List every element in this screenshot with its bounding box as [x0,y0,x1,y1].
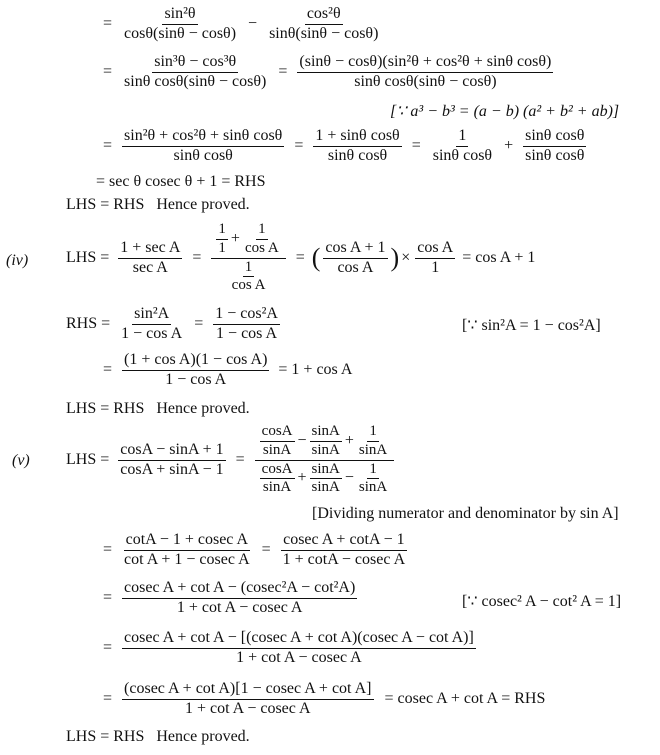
fraction: $\frac{\text{1 + sinθ cosθ}}{\text{sinθ cosθ}}$ [315,127,400,164]
equals-sign: = [295,248,305,266]
equals-sign: = [411,136,421,154]
p3-conclusion: LHS = RHS Hence proved. [66,196,250,213]
compound-fraction: $\frac{1}{1}$ + $\frac{1}{\text{cos A}}$ $\frac{1}{\text{cos A}}$ [211,222,285,294]
equals-sign: = [103,62,113,80]
fraction: $\frac{\cos A - \sin A + 1}{\cos A + \sin A - 1}$ [120,440,224,478]
equals-sign: = [103,689,113,707]
equals-sign: = [103,638,113,656]
fraction: $\frac{\text{sin²A}}{\text{1 − cos A}}$ [121,305,183,342]
fraction: $\frac{\text{cotA − 1 + cosec A}}{\text{cot A + 1 − cosec A}}$ [124,531,250,568]
p5-reason-identity: [∵ cosec² A − cot² A = 1] [462,593,622,610]
equals-sign: = [103,14,113,32]
equals-sign: = [235,450,245,468]
p4-line-3: = $\frac{\text{(1 + cos A)(1 − cos A)}}{\text{1 − cos A}}$ = 1 + cos A [103,351,353,388]
equals-sign: = [278,62,288,80]
p5-line-3 [96,532,410,569]
left-paren: ( [311,243,321,272]
p5-line-1: LHS = $\frac{\cos A - \sin A + 1}{\cos A + \sin A - 1}$ = $\frac{\cos A}{\sin A}$ − $\frac{\sin A}{\sin A}$ + $\frac{1}{\sin A}$ $\frac{\cos A}{\sin A}$ + $\frac{\sin A}{\sin A}$ − $\frac{1}{\sin A}$ [66,424,397,496]
fraction: $\frac{\text{cos A + 1}}{\text{cos A}}$ [325,238,386,276]
p4-line-1: LHS = $\frac{\text{1 + sec A}}{\text{sec A}}$ = $\frac{1}{1}$ + $\frac{1}{\text{cos A}}$ $\frac{1}{\text{cos A}}$ = ( $\frac{\text{cos A + 1}}{\text{cos A}}$ ) × $\frac{\text{cos A}}{1}$ = cos A + 1 [66,221,536,294]
p3-line-1 [96,6,383,43]
equals-sign: = [294,136,304,154]
plus-sign: + [504,136,514,154]
p5-line-6: = $\frac{\text{(cosec A + cot A)[1 − cosec A + cot A]}}{\text{1 + cot A − cosec A}}$ = cosec A + cot A = RHS [103,680,546,717]
equals-sign: = [194,314,204,332]
equals-sign: = [261,540,271,558]
equals-sign: = [103,136,113,154]
fraction: $\frac{1}{\text{sinθ cosθ}}$ [432,127,493,164]
p3-line-5: = sec θ cosec θ + 1 = RHS [96,173,266,190]
p3-reason-identity: [∵ a³ − b³ = (a − b) (a² + b² + ab)] [390,103,620,120]
p5-conclusion: LHS = RHS Hence proved. [66,728,250,745]
fraction: $\frac{\text{sin²θ + cos²θ + sinθ cosθ}}{\text{sinθ cosθ}}$ [124,127,283,164]
fraction: $\frac{\text{sin²θ}}{\cos\theta(\sin\theta - \cos\theta)}$ [124,5,237,42]
fraction: $\frac{\text{cosec A + cotA − 1}}{\text{1 + cotA − cosec A}}$ [282,531,406,568]
times-sign: × [401,248,411,266]
fraction: $\frac{\text{sin³θ − cos³θ}}{\text{sinθ cosθ(sinθ − cosθ)}}$ [124,53,267,90]
fraction: $\frac{\text{1 + sec A}}{\text{sec A}}$ [120,238,181,276]
right-paren: ) [390,243,400,272]
p5-line-5 [96,630,479,667]
fraction: $\frac{\text{cosec A + cot A − [(cosec A + cot A)(cosec A − cot A)]}}{\text{1 + cot A − cosec A}}$ [124,629,474,666]
fraction: $\frac{\text{(sinθ − cosθ)(sin²θ + cos²θ + sinθ cosθ)}}{\text{sinθ cosθ(sinθ − cosθ)}}$ [299,53,552,90]
fraction: $\frac{\text{cosec A + cot A − (cosec²A − cot²A)}}{\text{1 + cot A − cosec A}}$ [124,579,356,616]
fraction: $\frac{\text{cos²θ}}{\sin\theta(\sin\theta - \cos\theta)}$ [269,5,379,42]
p4-line-2: RHS = $\frac{\text{sin²A}}{\text{1 − cos A}}$ = $\frac{\text{1 − cos²A}}{\text{1 − cos A}}$ [66,305,278,342]
fraction: $\frac{\text{(cosec A + cot A)[1 − cosec A + cot A]}}{\text{1 + cot A − cosec A}}$ [124,680,372,717]
equals-sign: = [103,588,113,606]
p3-line-4 [96,128,589,165]
equals-sign: = [192,248,202,266]
equals-sign: = [103,540,113,558]
p3-line-2 [96,54,556,91]
equals-sign: = [103,360,113,378]
p4-reason-identity: [∵ sin²A = 1 − cos²A] [462,317,601,334]
fraction: $\frac{\text{sinθ cosθ}}{\text{sinθ cosθ}}$ [525,127,585,164]
part-label-v: (v) [12,452,30,469]
compound-fraction: $\frac{\cos A}{\sin A}$ − $\frac{\sin A}{\sin A}$ + $\frac{1}{\sin A}$ $\frac{\cos A}{\sin A}$ + $\frac{\sin A}{\sin A}$ − $\frac{1}{\sin A}$ [255,424,395,496]
fraction: $\frac{\text{cos A}}{1}$ [417,238,454,276]
p5-reason-dividing: [Dividing numerator and denominator by sin A] [312,505,619,522]
minus-sign: − [248,14,258,32]
fraction: $\frac{\text{(1 + cos A)(1 − cos A)}}{\text{1 − cos A}}$ [124,351,268,388]
part-label-iv: (iv) [6,252,29,269]
fraction: $\frac{\text{1 − cos²A}}{\text{1 − cos A}}$ [215,305,278,342]
p4-conclusion: LHS = RHS Hence proved. [66,400,250,417]
p5-line-4 [96,580,360,617]
